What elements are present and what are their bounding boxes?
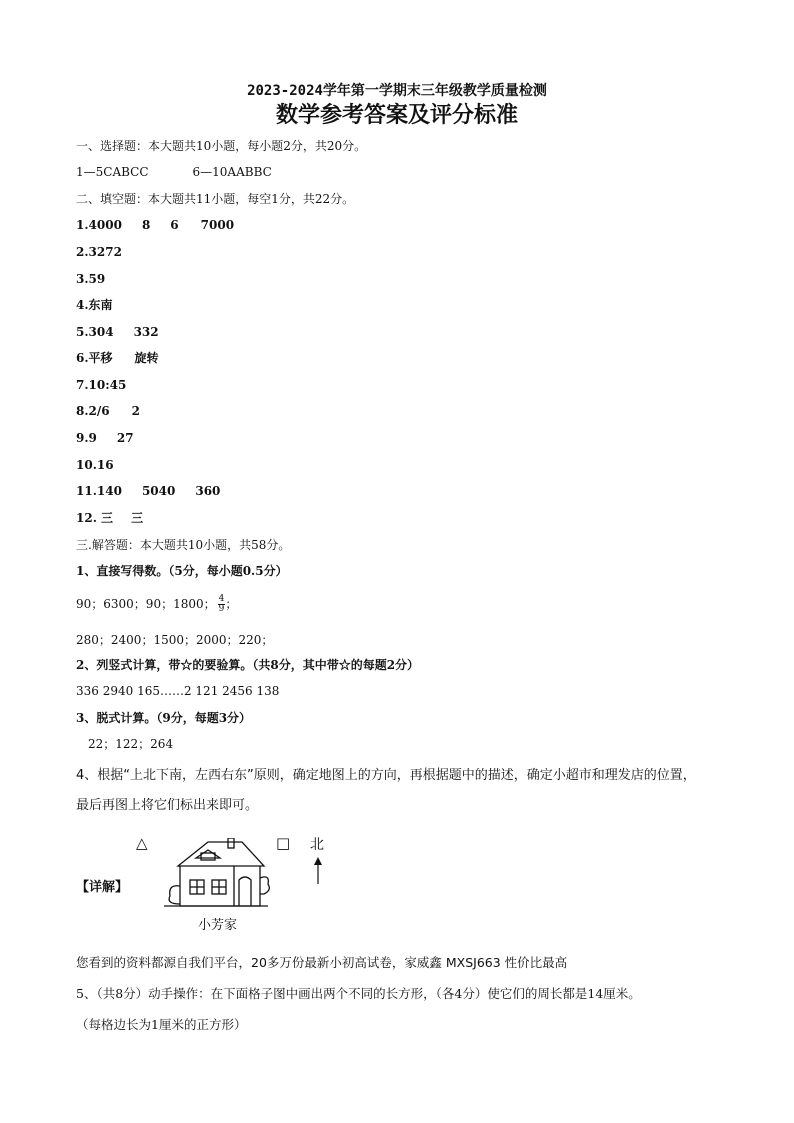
fill-answer-9 (76, 430, 134, 446)
q4-text-line2: 最后再图上将它们标出来即可。 (76, 798, 259, 813)
fill-answer-10: 10.16 (76, 458, 114, 472)
section2-heading: 二、填空题：本大题共11小题，每空1分，共22分。 (76, 192, 355, 206)
fill-8-b: 2 (131, 404, 140, 418)
north-arrow-icon (312, 856, 324, 886)
q2-title: 2、列竖式计算，带☆的要验算。（共8分，其中带☆的每题2分） (76, 658, 420, 672)
fill-1-c: 6 (170, 218, 179, 232)
section3-heading: 三.解答题：本大题共10小题，共58分。 (76, 538, 291, 552)
fill-5-a: 5.304 (76, 325, 114, 339)
fill-5-b: 332 (133, 325, 159, 339)
fill-8-a: 8.2/6 (76, 404, 110, 418)
fill-1-d: 7000 (200, 218, 235, 232)
fill-12-a: 12. 三 (76, 511, 114, 525)
q2-answers: 336 2940 165……2 121 2456 138 (76, 684, 280, 698)
fraction-denominator: 9 (218, 604, 225, 614)
fill-answer-6 (76, 350, 159, 366)
fill-answer-11 (76, 483, 220, 499)
fraction-numerator: 4 (218, 594, 225, 604)
fill-12-b: 三 (131, 511, 144, 525)
fill-9-a: 9.9 (76, 431, 97, 445)
fill-11-c: 360 (195, 484, 221, 498)
q1-row1-end: ； (225, 597, 238, 611)
q5-note: （每格边长为1厘米的正方形） (76, 1017, 247, 1032)
q5-text: 5、（共8分）动手操作：在下面格子图中画出两个不同的长方形，（各4分）使它们的周长都是14厘米。 (76, 986, 641, 1001)
fill-11-b: 5040 (141, 484, 176, 498)
fill-6-b: 旋转 (134, 351, 159, 365)
q1-answers-row2: 280；2400；1500；2000；220； (76, 633, 274, 647)
fill-answer-5 (76, 324, 159, 340)
section1-answers (76, 164, 272, 180)
answers-6-10: 6—10AABBC (192, 165, 272, 179)
fill-11-a: 11.140 (76, 484, 122, 498)
q4-text-line1: 4、根据“上北下南，左西右东”原则，确定地图上的方向，再根据题中的描述，确定小超市和理发店的位置， (76, 768, 696, 783)
house-label: 小芳家 (198, 918, 238, 933)
north-label: 北 (310, 837, 324, 853)
fill-answer-4: 4.东南 (76, 298, 113, 312)
ad-notice: 您看到的资料都源自我们平台，20多万份最新小初高试卷，家威鑫 MXSJ663 性价比最高 (76, 955, 568, 970)
fill-9-b: 27 (116, 431, 134, 445)
fill-answer-7: 7.10:45 (76, 378, 127, 392)
q1-answers-row1 (76, 594, 237, 614)
answers-1-5: 1—5CABCC (76, 165, 149, 179)
exam-title: 2023-2024学年第一学期末三年级教学质量检测 (247, 83, 547, 99)
detail-label: 【详解】 (76, 880, 129, 895)
fill-answer-12 (76, 510, 143, 526)
section1-heading: 一、选择题：本大题共10小题，每小题2分，共20分。 (76, 139, 367, 153)
q3-answers: 22；122；264 (88, 737, 174, 751)
fill-answer-1 (76, 217, 234, 233)
fill-1-a: 1.4000 (76, 218, 122, 232)
q3-title: 3、脱式计算。（9分，每题3分） (76, 711, 252, 725)
fill-answer-2: 2.3272 (76, 245, 122, 259)
house-icon (160, 838, 272, 910)
fill-1-b: 8 (141, 218, 151, 232)
q1-row1-text: 90；6300；90；1800； (76, 597, 216, 611)
fill-answer-8 (76, 403, 140, 419)
fill-6-a: 6.平移 (76, 351, 113, 365)
supermarket-triangle-marker: △ (136, 834, 148, 852)
barbershop-square-marker: □ (276, 834, 291, 852)
q1-title: 1、直接写得数。（5分，每小题0.5分） (76, 564, 288, 578)
answer-key-title: 数学参考答案及评分标准 (275, 103, 518, 128)
fill-answer-3: 3.59 (76, 272, 106, 286)
map-figure (76, 830, 376, 940)
